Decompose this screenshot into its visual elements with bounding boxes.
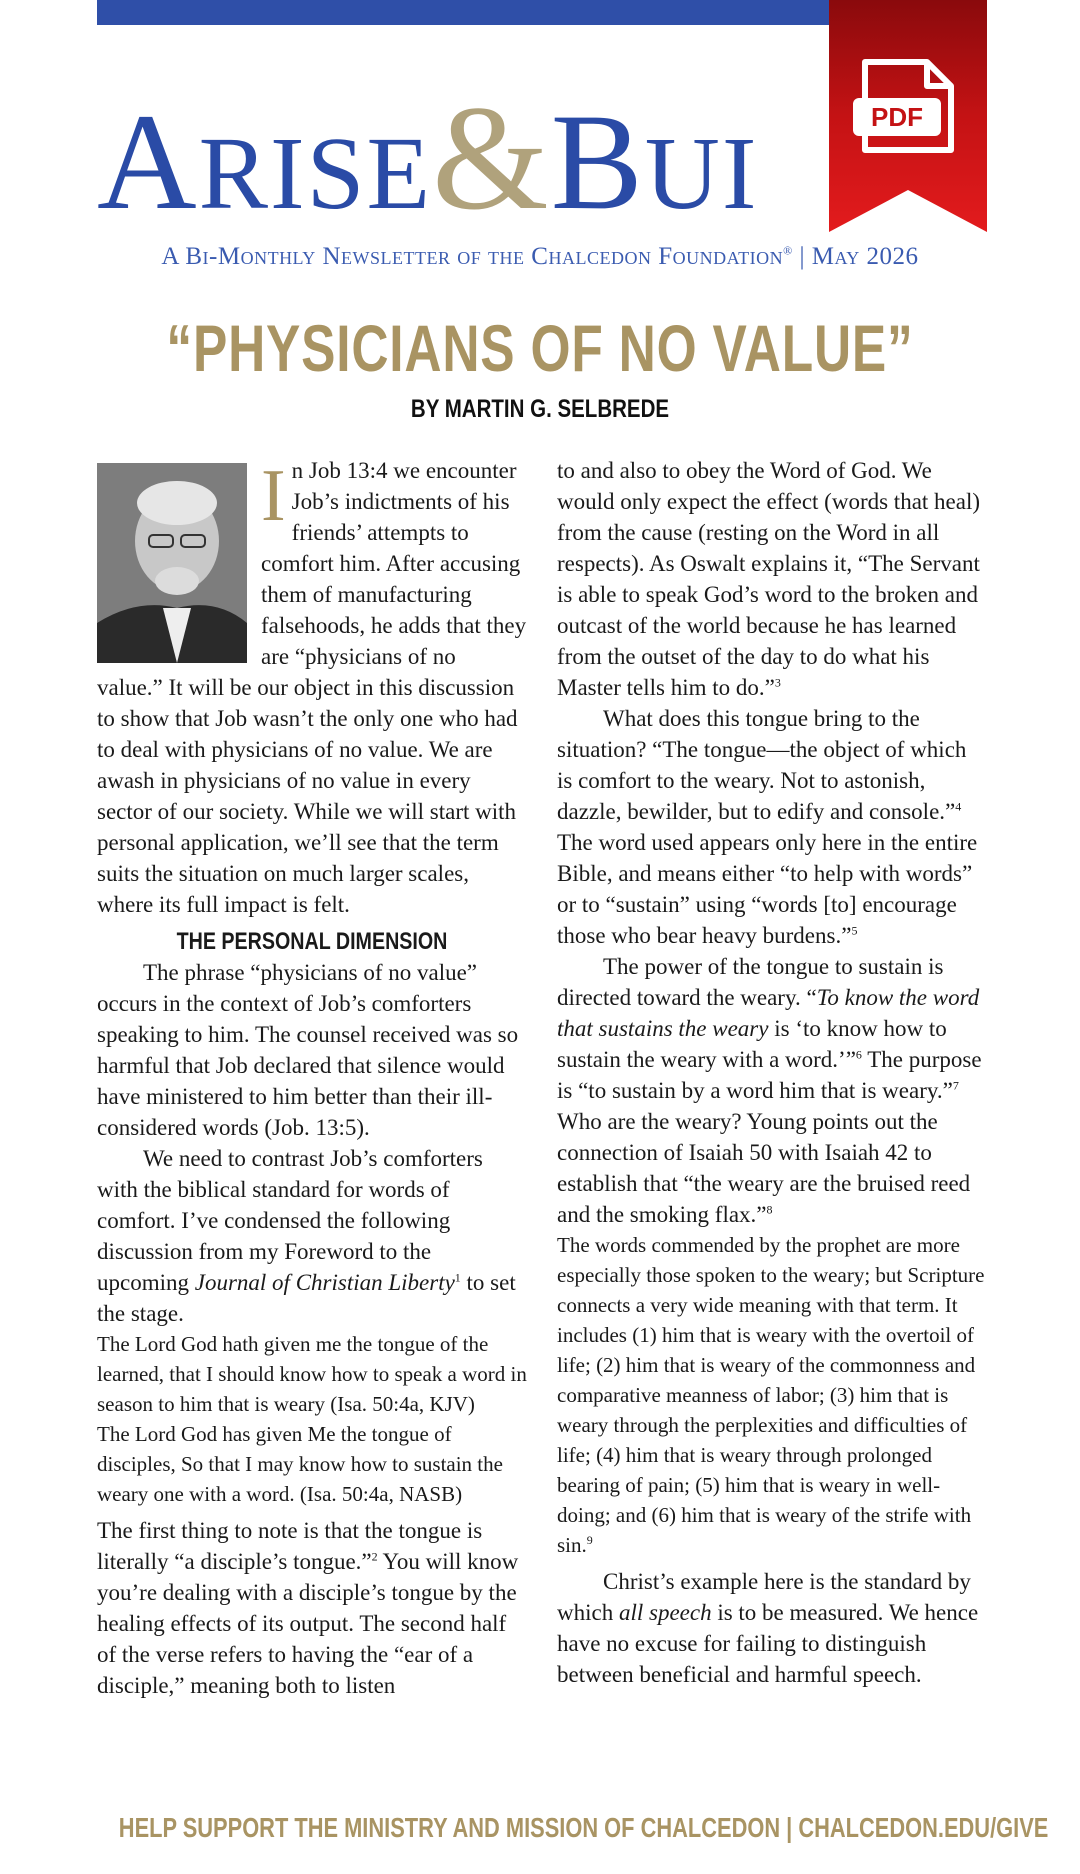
article-column-right <box>557 455 985 1690</box>
block-quote: The Lord God hath given me the tongue of the learned, that I should know how to speak a word in season to him that is weary (Isa. 50:4a, KJV) <box>97 1332 527 1416</box>
pdf-ribbon-shape <box>829 0 987 232</box>
paragraph: The power of the tongue to sustain is directed toward the weary. “To know the word that sustains the weary is ‘to know how to sustain the weary with a word.’”$^6$ The purpose is “to sustain by a word him that is weary.”$^7$ Who are the weary? Young points out the connection of Isaiah 50 with Isaiah 42 to establish that “the weary are the bruised reed and the smoking flax.”$^8$ <box>557 954 982 1227</box>
paragraph: to and also to obey the Word of God. We would only expect the effect (words that heal) from the cause (resting on the Word in all respects). As Oswalt explains it, “The Servant is able to speak God’s word to the broken and outcast of the world because he has learned from the outset of the day to do what his Master tells him to do.”$^3$ <box>557 458 981 700</box>
drop-cap: I <box>261 455 286 537</box>
article-title: “PHYSICIANS OF NO VALUE” <box>166 311 914 385</box>
paragraph: n Job 13:4 we encounter Job’s indictments of his friends’ attempts to comfort him. After accusing them of manufacturing falsehoods, he adds that they are “physicians of no value.” It will be our object in this discussion to show that Job wasn’t the only one who had to deal with physicians of no value. We are awash in physicians of no value in every sector of our society. While we will start with personal application, we’ll see that the term suits the situation on much larger scales, where its full impact is felt. <box>97 458 527 917</box>
pdf-download-button[interactable] <box>829 0 987 232</box>
paragraph: We need to contrast Job’s comforters with the biblical standard for words of comfort. I’ve condensed the following discussion from my Foreword to the upcoming Journal of Christian Liberty$^1$ to set the stage. <box>97 1146 516 1326</box>
footer-give-link[interactable]: HELP SUPPORT THE MINISTRY AND MISSION OF CHALCEDON | CHALCEDON.EDU/GIVE <box>118 1812 1049 1843</box>
paragraph: The first thing to note is that the tongue is literally “a disciple’s tongue.”$^2$ You will know you’re dealing with a disciple’s tongue by the healing effects of its output. The second half of the verse refers to having the “ear of a disciple,” meaning both to listen <box>97 1518 519 1698</box>
paragraph: Christ’s example here is the standard by which all speech is to be measured. We hence have no excuse for failing to distinguish between beneficial and harmful speech. <box>557 1569 979 1687</box>
author-photo <box>97 463 247 663</box>
paragraph: What does this tongue bring to the situation? “The tongue—the object of which is comfort to the weary. Not to astonish, dazzle, bewilder, but to edify and console.”$^4$ The word used appears only here in the entire Bible, and means either “to help with words” or to “sustain” using “words [to] encourage those who bear heavy burdens.”$^5$ <box>557 706 978 948</box>
paragraph: The phrase “physicians of no value” occurs in the context of Job’s comforters speaking to him. The counsel received was so harmful that Job declared that silence would have ministered to him better than their ill-considered words (Job. 13:5). <box>97 960 519 1140</box>
article-column-left <box>97 455 527 1701</box>
article-byline: BY MARTIN G. SELBREDE <box>410 395 670 423</box>
block-quote: The Lord God has given Me the tongue of disciples, So that I may know how to sustain the weary one with a word. (Isa. 50:4a, NASB) <box>97 1422 503 1506</box>
masthead-logo: ARISE&BUI <box>97 75 759 241</box>
section-heading: THE PERSONAL DIMENSION <box>176 928 448 955</box>
block-quote: The words commended by the prophet are more especially those spoken to the weary; but Scripture connects a very wide meaning with that term. It includes (1) him that is weary with the overtoil of life; (2) him that is weary of the commonness and comparative meanness of labor; (3) him that is weary through the perplexities and difficulties of life; (4) him that is weary through prolonged bearing of pain; (5) him that is weary in well-doing; and (6) him that is weary of the strife with sin.$^9$ <box>557 1233 985 1557</box>
newsletter-subtitle: A Bi-Monthly Newsletter of the Chalcedon Foundation® | May 2026 <box>161 243 919 270</box>
svg-text:PDF: PDF <box>871 102 923 132</box>
